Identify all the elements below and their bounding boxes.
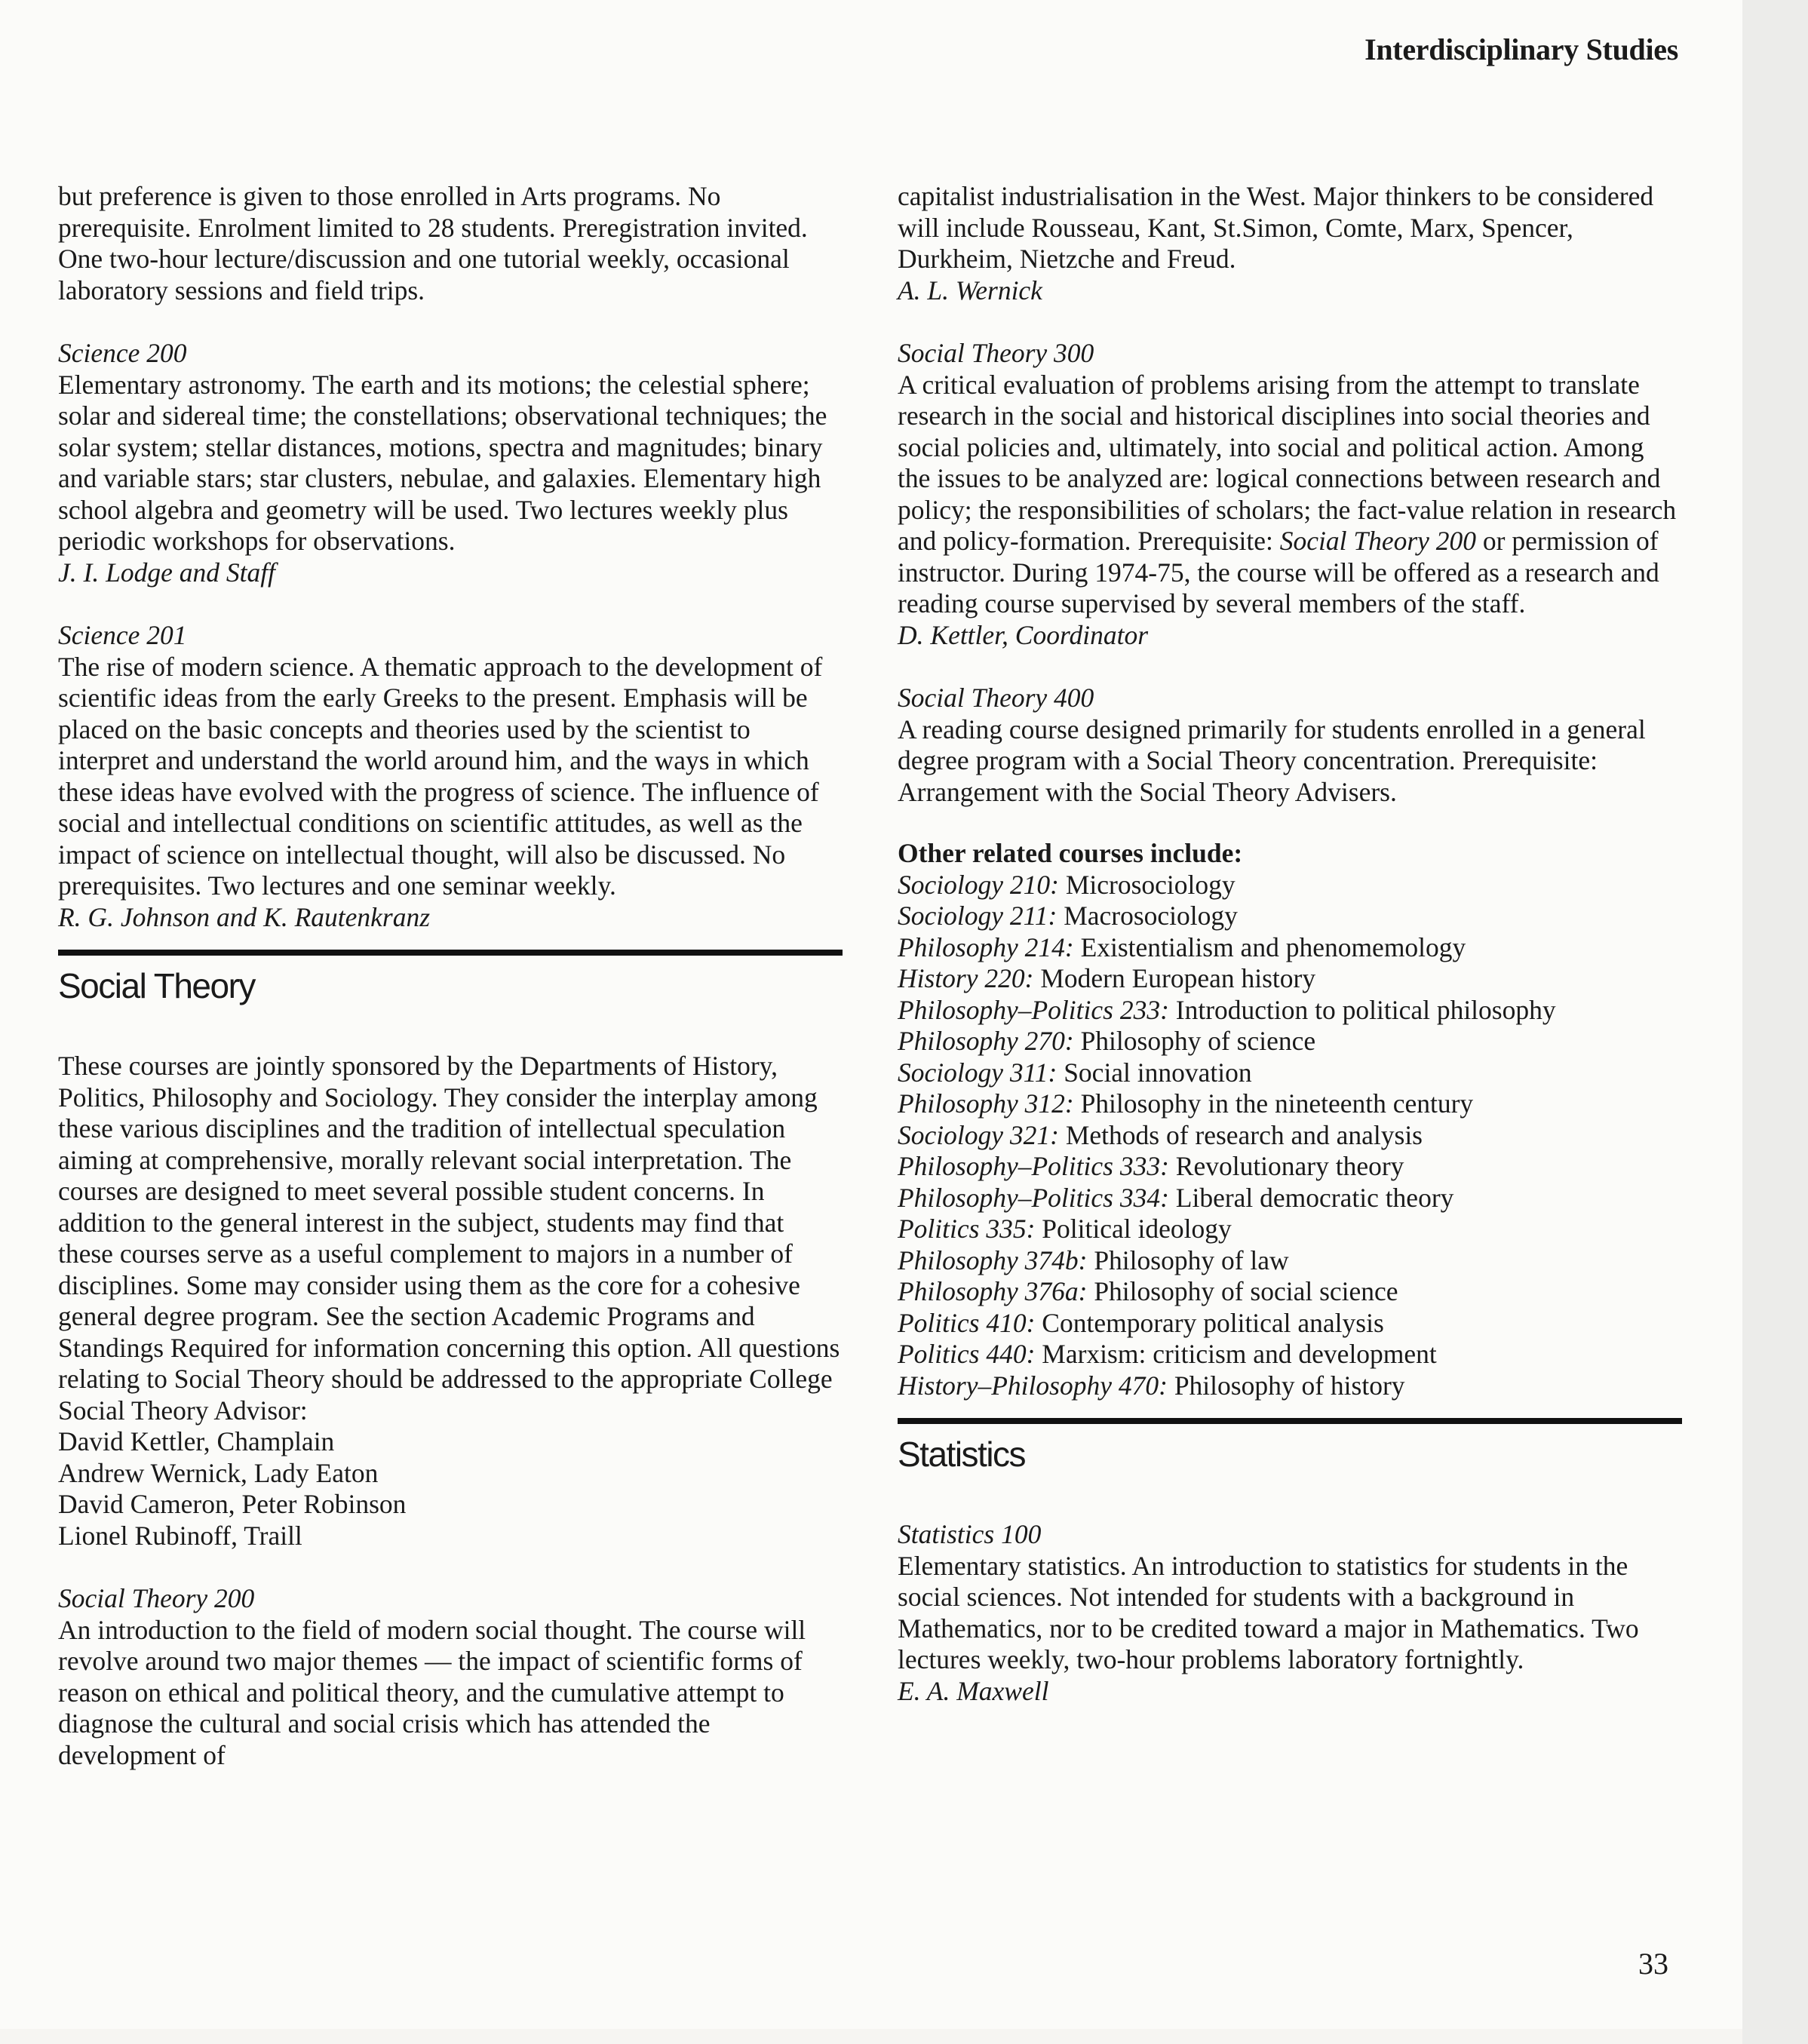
social-theory-intro: These courses are jointly sponsored by the Departments of History, Politics, Philosophy and Sociology. They consider the interplay among these various disciplines and the tradition of intellectual speculation aiming at comprehensive, morally relevant social interpretation. The courses are designed to meet several possible student concerns. In addition to the general interest in the subject, students may find that these courses serve as a useful complement to majors in a number of disciplines. Some may consider using them as the core for a cohesive general degree program. See the section Academic Programs and Standings Required for information concerning this option. All questions relating to Social Theory should be addressed to the appropriate College Social Theory Advisor: xyxy=(58,1051,840,1426)
related-course-title: Political ideology xyxy=(1035,1214,1232,1244)
section-title-social-theory: Social Theory xyxy=(58,966,255,1005)
course-description-social-theory-200: An introduction to the field of modern social thought. The course will revolve around two major themes — the impact of scientific forms of reason on ethical and political theory, and the cumulative attempt to diagnose the cultural and social crisis which has attended the development of xyxy=(58,1614,806,1770)
related-course-title: Marxism: criticism and development xyxy=(1035,1339,1437,1369)
related-course-title: Introduction to political philosophy xyxy=(1168,994,1556,1025)
related-course-code: Philosophy 312: xyxy=(898,1088,1074,1119)
course-code-science-200: Science 200 xyxy=(58,338,187,368)
course-description-continued: capitalist industrialisation in the West. Major thinkers to be considered will include Rousseau, Kant, St.Simon, Comte, Marx, Spencer, Durkheim, Nietzche and Freud. xyxy=(898,181,1654,274)
related-course-code: Politics 410: xyxy=(898,1307,1036,1338)
related-course-item xyxy=(898,901,1682,932)
related-course-item xyxy=(898,1370,1682,1402)
course-instructor-science-200: J. I. Lodge and Staff xyxy=(58,557,275,588)
course-code-statistics-100: Statistics 100 xyxy=(898,1519,1042,1549)
related-course-item xyxy=(898,1245,1682,1277)
course-instructor-social-theory-300: D. Kettler, Coordinator xyxy=(898,619,1149,650)
section-divider xyxy=(58,950,843,956)
related-course-code: Sociology 311: xyxy=(898,1057,1057,1088)
related-course-title: Macrosociology xyxy=(1057,901,1238,931)
related-course-code: Philosophy 214: xyxy=(898,931,1074,962)
course-code-social-theory-400: Social Theory 400 xyxy=(898,683,1094,713)
related-course-title: Modern European history xyxy=(1033,963,1316,993)
related-course-code: Sociology 210: xyxy=(898,869,1059,900)
related-course-title: Social innovation xyxy=(1057,1057,1252,1088)
course-code-social-theory-300: Social Theory 300 xyxy=(898,338,1094,368)
section-title-statistics: Statistics xyxy=(898,1435,1026,1474)
advisor-item: David Kettler, Champlain xyxy=(58,1426,335,1456)
related-course-title: Contemporary political analysis xyxy=(1035,1307,1384,1338)
related-course-item xyxy=(898,932,1682,964)
related-course-title: Microsociology xyxy=(1058,869,1236,900)
related-course-item xyxy=(898,995,1682,1027)
related-course-code: Philosophy 270: xyxy=(898,1026,1074,1056)
related-course-title: Philosophy of science xyxy=(1073,1026,1316,1056)
related-course-item xyxy=(898,1214,1682,1245)
advisor-list xyxy=(58,1426,843,1551)
related-course-code: Sociology 321: xyxy=(898,1119,1059,1150)
related-course-item xyxy=(898,1120,1682,1152)
related-course-item xyxy=(898,1308,1682,1340)
intro-paragraph: but preference is given to those enrolled in Arts programs. No prerequisite. Enrolment limited to 28 students. Preregistration invited. One two-hour lecture/discussion and one tutorial weekly, occasional laboratory sessions and field trips. xyxy=(58,181,808,305)
related-course-title: Philosophy in the nineteenth century xyxy=(1073,1088,1474,1119)
related-course-code: Politics 335: xyxy=(898,1214,1036,1244)
related-course-item xyxy=(898,870,1682,901)
desc-part: A critical evaluation of problems arising from the attempt to translate research in the social and historical disciplines into social theories and social policies and, ultimately, into social and political action. Among the issues to be analyzed are: logical connections between research and policy; the responsibilities of scholars; the fact-value relation in research and policy-formation. Prerequisite: xyxy=(898,369,1677,556)
section-divider xyxy=(898,1418,1682,1424)
related-course-code: Sociology 211: xyxy=(898,901,1057,931)
related-course-item xyxy=(898,1276,1682,1308)
left-column xyxy=(58,181,843,1771)
related-course-title: Philosophy of social science xyxy=(1087,1276,1398,1306)
related-course-code: Philosophy–Politics 233: xyxy=(898,994,1169,1025)
course-instructor-science-201: R. G. Johnson and K. Rautenkranz xyxy=(58,901,431,932)
course-description-statistics-100: Elementary statistics. An introduction to statistics for students in the social sciences. Not intended for students with a background in Mathematics, nor to be credited toward a major in Mathematics. Two lectures weekly, two-hour problems laboratory fortnightly. xyxy=(898,1550,1639,1674)
related-course-title: Existentialism and phenomemology xyxy=(1073,931,1466,962)
related-course-item xyxy=(898,1088,1682,1120)
related-course-title: Revolutionary theory xyxy=(1168,1151,1404,1181)
related-course-item xyxy=(898,1183,1682,1214)
related-course-code: History 220: xyxy=(898,963,1034,993)
related-course-item xyxy=(898,1151,1682,1183)
course-description-science-200: Elementary astronomy. The earth and its motions; the celestial sphere; solar and sidereal time; the constellations; observational techniques; the solar system; stellar distances, motions, spectra and magnitudes; binary and variable stars; star clusters, nebulae, and galaxies. Elementary high school algebra and geometry will be used. Two lectures weekly plus periodic workshops for observations. xyxy=(58,369,827,556)
course-instructor-social-theory-200: A. L. Wernick xyxy=(898,275,1042,305)
related-course-code: History–Philosophy 470: xyxy=(898,1370,1168,1401)
course-code-science-201: Science 201 xyxy=(58,620,187,650)
related-course-item xyxy=(898,963,1682,995)
desc-part: or permission of instructor. During 1974-75, the course will be offered as a research and reading course supervised by several members of the staff. xyxy=(898,526,1659,618)
course-description-science-201: The rise of modern science. A thematic approach to the development of scientific ideas from the early Greeks to the present. Emphasis will be placed on the basic concepts and theories used by the scientist to interpret and understand the world around him, and the ways in which these ideas have evolved with the progress of science. The influence of social and intellectual conditions on scientific attitudes, as well as the impact of science on intellectual thought, will also be discussed. No prerequisites. Two lectures and one seminar weekly. xyxy=(58,651,823,901)
page-number: 33 xyxy=(1638,1947,1668,1981)
advisor-item: Lionel Rubinoff, Traill xyxy=(58,1520,302,1551)
course-description-social-theory-400: A reading course designed primarily for students enrolled in a general degree program with a Social Theory concentration. Prerequisite: Arrangement with the Social Theory Advisers. xyxy=(898,714,1646,807)
related-course-title: Philosophy of history xyxy=(1167,1370,1405,1401)
course-code-social-theory-200: Social Theory 200 xyxy=(58,1583,255,1613)
advisor-item: Andrew Wernick, Lady Eaton xyxy=(58,1457,379,1488)
related-course-code: Philosophy 376a: xyxy=(898,1276,1088,1306)
related-course-title: Philosophy of law xyxy=(1087,1245,1289,1275)
related-course-code: Philosophy 374b: xyxy=(898,1245,1088,1275)
course-instructor-statistics-100: E. A. Maxwell xyxy=(898,1675,1049,1706)
page-edge xyxy=(1742,0,1808,2044)
advisor-item: David Cameron, Peter Robinson xyxy=(58,1489,407,1519)
right-column xyxy=(898,181,1682,1707)
related-course-code: Philosophy–Politics 333: xyxy=(898,1151,1169,1181)
related-course-item xyxy=(898,1026,1682,1057)
related-course-item xyxy=(898,1057,1682,1089)
course-reference: Social Theory 200 xyxy=(1279,526,1477,556)
course-description-social-theory-300 xyxy=(898,370,1682,620)
related-courses-heading: Other related courses include: xyxy=(898,838,1243,868)
running-header: Interdisciplinary Studies xyxy=(1364,32,1678,66)
related-course-title: Methods of research and analysis xyxy=(1058,1119,1423,1150)
related-course-item xyxy=(898,1339,1682,1370)
related-courses-list xyxy=(898,870,1682,1402)
related-course-title: Liberal democratic theory xyxy=(1168,1182,1454,1213)
related-course-code: Politics 440: xyxy=(898,1339,1036,1369)
related-course-code: Philosophy–Politics 334: xyxy=(898,1182,1169,1213)
